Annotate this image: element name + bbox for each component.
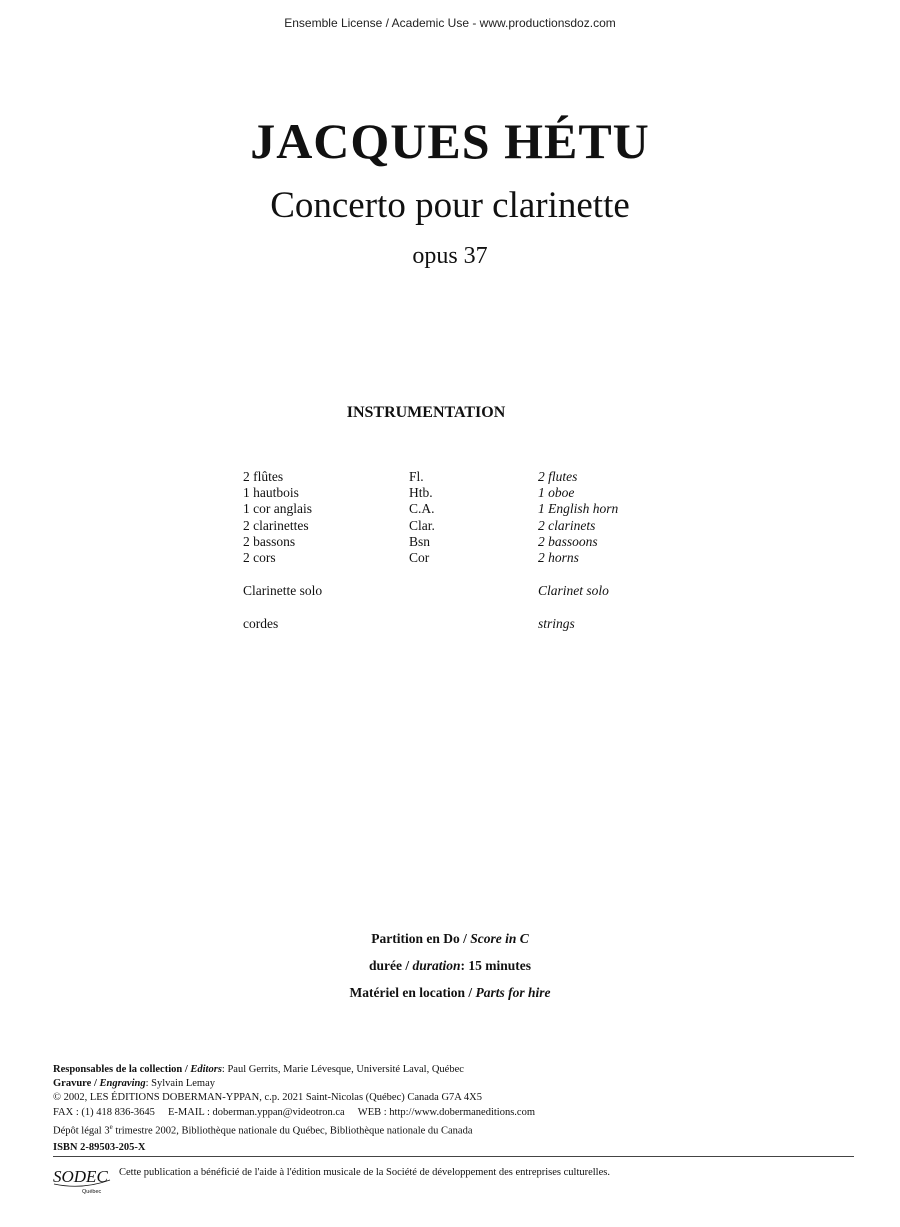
- instrument-english: 2 horns: [538, 550, 579, 565]
- instrument-abbreviation: Fl.: [409, 469, 424, 484]
- editors-value: : Paul Gerrits, Marie Lévesque, Université Laval, Québec: [221, 1064, 464, 1075]
- parts-line: [0, 985, 900, 1001]
- instrument-row: [0, 583, 900, 601]
- opus-number: opus 37: [412, 243, 488, 269]
- instrument-french: 2 flûtes: [243, 469, 284, 484]
- instrument-french: 1 hautbois: [243, 485, 299, 500]
- composer-name: JACQUES HÉTU: [250, 113, 650, 169]
- web-text: WEB : http://www.dobermaneditions.com: [357, 1106, 536, 1118]
- instrument-french: 2 bassons: [243, 534, 296, 549]
- separator: /: [401, 958, 413, 973]
- score-format-line: [0, 931, 900, 947]
- instrument-abbreviation: Cor: [409, 550, 430, 565]
- copyright-line: © 2002, LES ÉDITIONS DOBERMAN-YPPAN, c.p. 2021 Saint-Nicolas (Québec) Canada G7A 4X5: [53, 1092, 483, 1104]
- sodec-logo-subtext: Québec: [82, 1189, 102, 1195]
- legal-deposit-rest: trimestre 2002, Bibliothèque nationale du Québec, Bibliothèque nationale du Canada: [112, 1125, 473, 1137]
- engraving-line: Gravure / Engraving: Sylvain Lemay: [53, 1078, 215, 1090]
- instrument-english: 2 flutes: [538, 469, 578, 484]
- parts-french: Matériel en location: [349, 985, 465, 1000]
- separator: /: [464, 985, 476, 1000]
- instrument-french: cordes: [243, 616, 279, 631]
- duration-english: duration: [412, 958, 461, 973]
- duration-french: durée: [368, 958, 402, 973]
- isbn-text: ISBN 2-89503-205-X: [53, 1141, 146, 1153]
- duration-line: [0, 958, 900, 974]
- sodec-logo-mark: [52, 1162, 116, 1196]
- instrumentation-heading: INSTRUMENTATION: [346, 404, 506, 421]
- instrument-row: [0, 501, 900, 519]
- score-format-english: Score in C: [470, 931, 529, 946]
- duration-value: : 15 minutes: [460, 958, 532, 973]
- credits-block: [53, 1063, 853, 1155]
- instrument-english: Clarinet solo: [538, 583, 609, 598]
- sodec-logo: [52, 1162, 116, 1196]
- legal-deposit-line: [53, 1120, 853, 1139]
- score-format-french: Partition en Do: [371, 931, 460, 946]
- separator: /: [459, 931, 471, 946]
- engraving-label-en: Engraving: [99, 1078, 146, 1090]
- engraving-value: : Sylvain Lemay: [145, 1078, 215, 1090]
- instrument-english: 1 oboe: [538, 485, 575, 500]
- instrument-french: 2 clarinettes: [243, 518, 309, 533]
- instrument-french: 2 cors: [243, 550, 276, 565]
- instrument-abbreviation: Clar.: [409, 518, 435, 533]
- instrument-french: 1 cor anglais: [243, 501, 312, 516]
- editors-label-fr: Responsables de la collection: [53, 1064, 183, 1075]
- funding-notice: Cette publication a bénéficié de l'aide à l'édition musicale de la Société de développement des entreprises culturelles.: [119, 1167, 610, 1178]
- editors-label-en: Editors: [190, 1064, 222, 1075]
- footer-divider: [53, 1156, 854, 1157]
- instrument-row: [0, 550, 900, 568]
- instrument-abbreviation: Htb.: [409, 485, 433, 500]
- instrument-english: 2 clarinets: [538, 518, 596, 533]
- fax-text: FAX : (1) 418 836-3645: [53, 1106, 155, 1118]
- instrument-french: Clarinette solo: [243, 583, 323, 598]
- legal-deposit-text: Dépôt légal 3: [53, 1125, 110, 1137]
- engraving-label-fr: Gravure: [53, 1078, 92, 1090]
- instrument-english: 2 bassoons: [538, 534, 598, 549]
- legal-deposit-sup: e: [109, 1122, 113, 1131]
- instrument-abbreviation: C.A.: [409, 501, 435, 516]
- editors-line: Responsables de la collection / Editors: Paul Gerrits, Marie Lévesque, Université Laval, Québec: [53, 1064, 464, 1075]
- contact-line: [53, 1106, 853, 1120]
- work-title: Concerto pour clarinette: [270, 185, 630, 226]
- sodec-logo-text: SODEC: [53, 1167, 108, 1186]
- instrument-english: strings: [538, 616, 575, 631]
- instrument-english: 1 English horn: [538, 501, 619, 516]
- instrument-row: [0, 616, 900, 634]
- email-text: E-MAIL : doberman.yppan@videotron.ca: [168, 1106, 345, 1118]
- license-banner: Ensemble License / Academic Use - www.productionsdoz.com: [284, 16, 616, 30]
- parts-english: Parts for hire: [475, 985, 551, 1000]
- instrument-abbreviation: Bsn: [409, 534, 431, 549]
